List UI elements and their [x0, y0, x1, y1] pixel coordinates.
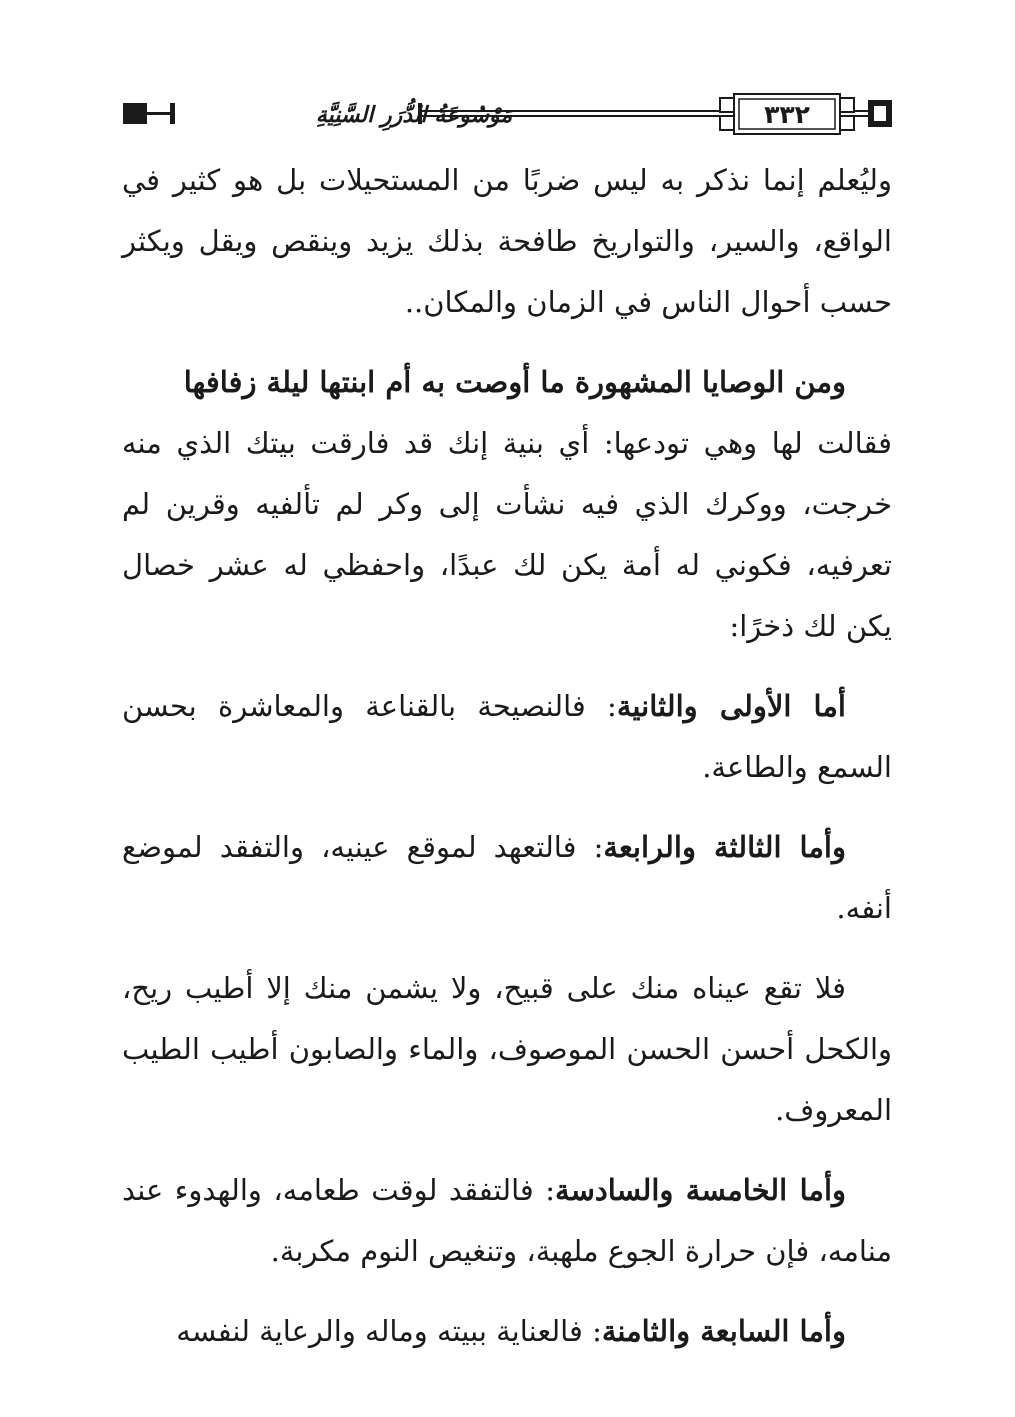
paragraph: [122, 817, 892, 939]
paragraph: [122, 1160, 892, 1282]
paragraph-text: : فالتعهد لموقع عينيه، والتفقد لموضع أنفه.: [122, 830, 892, 925]
paragraph-text: فقالت لها وهي تودعها: أي بنية إنك قد فارقت بيتك الذي منه خرجت، ووكرك الذي فيه نشأت إلى وكر لم تألفيه وقرين لم تعرفيه، فكوني له أمة يكن لك عبدًا، واحفظي له عشر خصال يكن لك ذخرًا:: [122, 426, 892, 643]
page-header: [120, 88, 895, 142]
section-heading: [122, 352, 892, 413]
page-body: [122, 150, 892, 1381]
page-number: ٣٣٢: [764, 100, 810, 129]
paragraph-text: فلا تقع عيناه منك على قبيح، ولا يشمن منك إلا أطيب ريح، والكحل أحسن الحسن الموصوف، والماء والصابون أطيب الطيب المعروف.: [122, 971, 892, 1127]
paragraph: [122, 1301, 892, 1362]
paragraph-lead: وأما الثالثة والرابعة: [603, 830, 846, 864]
paragraph-text: وليُعلم إنما نذكر به ليس ضربًا من المستحيلات بل هو كثير في الواقع، والسير، والتواريخ طافحة بذلك يزيد وينقص ويقل ويكثر حسب أحوال الناس في الزمان والمكان..: [122, 163, 892, 319]
paragraph-lead: وأما الخامسة والسادسة: [555, 1173, 847, 1207]
paragraph-text: : فالعناية ببيته وماله والرعاية لنفسه: [176, 1314, 602, 1348]
paragraph: [122, 413, 892, 657]
heading-text: ومن الوصايا المشهورة ما أوصت به أم ابنتها ليلة زفافها: [183, 365, 846, 399]
paragraph-text: : فالتفقد لوقت طعامه، والهدوء عند منامه، فإن حرارة الجوع ملهبة، وتنغيص النوم مكربة.: [122, 1173, 892, 1268]
paragraph: [122, 150, 892, 333]
paragraph-text: : فالنصيحة بالقناعة والمعاشرة بحسن السمع والطاعة.: [122, 689, 892, 784]
paragraph-lead: وأما السابعة والثامنة: [601, 1314, 846, 1348]
series-title: مَوْسُوعَةُ الدُّرَرِ السَّنِيَّةِ: [315, 102, 513, 128]
paragraph: [122, 958, 892, 1141]
paragraph-lead: أما الأولى والثانية: [616, 689, 846, 723]
paragraph: [122, 676, 892, 798]
